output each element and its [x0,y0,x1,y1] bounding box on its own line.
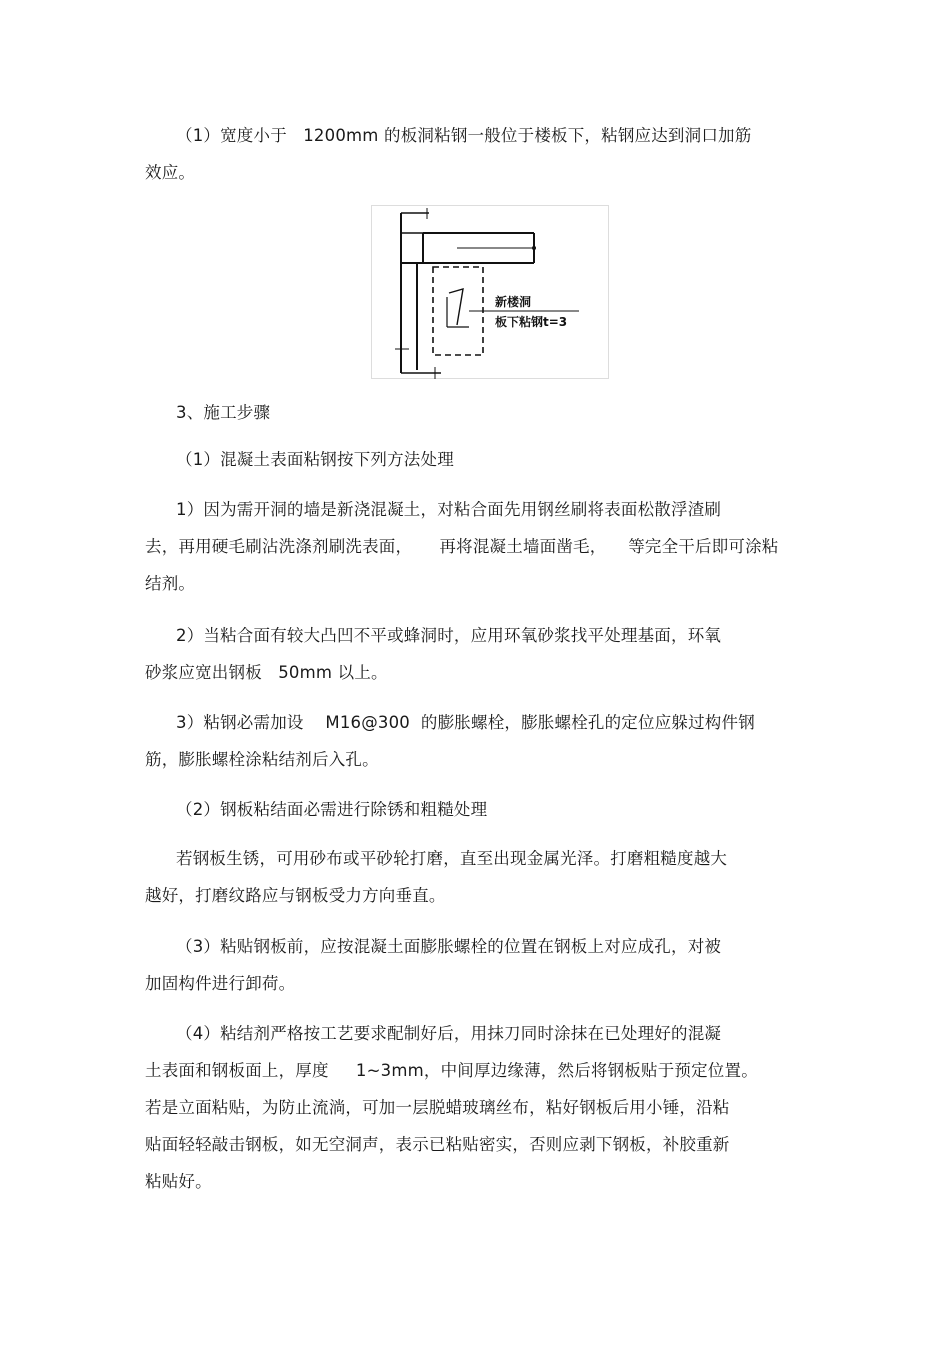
subsection-4-line-4: 贴面轻轻敲击钢板，如无空洞声，表示已粘贴密实，否则应剥下钢板，补胶重新 [145,1135,730,1154]
subsection-2-heading: （2）钢板粘结面必需进行除锈和粗糙处理 [176,800,488,819]
subsection-3-line-2: 加固构件进行卸荷。 [145,974,296,993]
paragraph-1-line-1: （1）宽度小于 1200mm 的板洞粘钢一般位于楼板下，粘钢应达到洞口加筋 [176,126,752,145]
figure-label-steel-plate: 板下粘钢t=3 [495,315,568,329]
subsection-4-line-3: 若是立面粘贴，为防止流淌，可加一层脱蜡玻璃丝布，粘好钢板后用小锤，沿粘 [145,1098,730,1117]
steel-plate-detail-figure [371,205,609,379]
paragraph-2-line-2: 越好，打磨纹路应与钢板受力方向垂直。 [145,886,446,905]
item-1-line-3: 结剂。 [145,574,196,593]
subsection-4-line-2: 土表面和钢板面上，厚度 1~3mm，中间厚边缘薄，然后将钢板贴于预定位置。 [145,1061,758,1080]
item-1-line-1: 1）因为需开洞的墙是新浇混凝土，对粘合面先用钢丝刷将表面松散浮渣刷 [176,500,722,519]
item-2-line-2: 砂浆应宽出钢板 50mm 以上。 [145,663,388,682]
subsection-4-line-1: （4）粘结剂严格按工艺要求配制好后，用抹刀同时涂抹在已处理好的混凝 [176,1024,722,1043]
item-3-line-2: 筋，膨胀螺栓涂粘结剂后入孔。 [145,750,379,769]
item-2-line-1: 2）当粘合面有较大凸凹不平或蜂洞时，应用环氧砂浆找平处理基面，环氧 [176,626,722,645]
paragraph-2-line-1: 若钢板生锈，可用砂布或平砂轮打磨，直至出现金属光泽。打磨粗糙度越大 [176,849,728,868]
section-heading-construction-steps: 3、施工步骤 [176,403,271,422]
figure-label-new-opening: 新楼洞 [495,295,532,309]
item-1-line-2: 去，再用硬毛刷沾洗涤剂刷洗表面， 再将混凝土墙面凿毛， 等完全干后即可涂粘 [145,537,779,556]
subsection-1-heading: （1）混凝土表面粘钢按下列方法处理 [176,450,454,469]
item-3-line-1: 3）粘钢必需加设 M16@300 的膨胀螺栓，膨胀螺栓孔的定位应躲过构件钢 [176,713,755,732]
subsection-4-line-5: 粘贴好。 [145,1172,212,1191]
subsection-3-line-1: （3）粘贴钢板前，应按混凝土面膨胀螺栓的位置在钢板上对应成孔，对被 [176,937,722,956]
paragraph-1-line-2: 效应。 [145,163,196,182]
